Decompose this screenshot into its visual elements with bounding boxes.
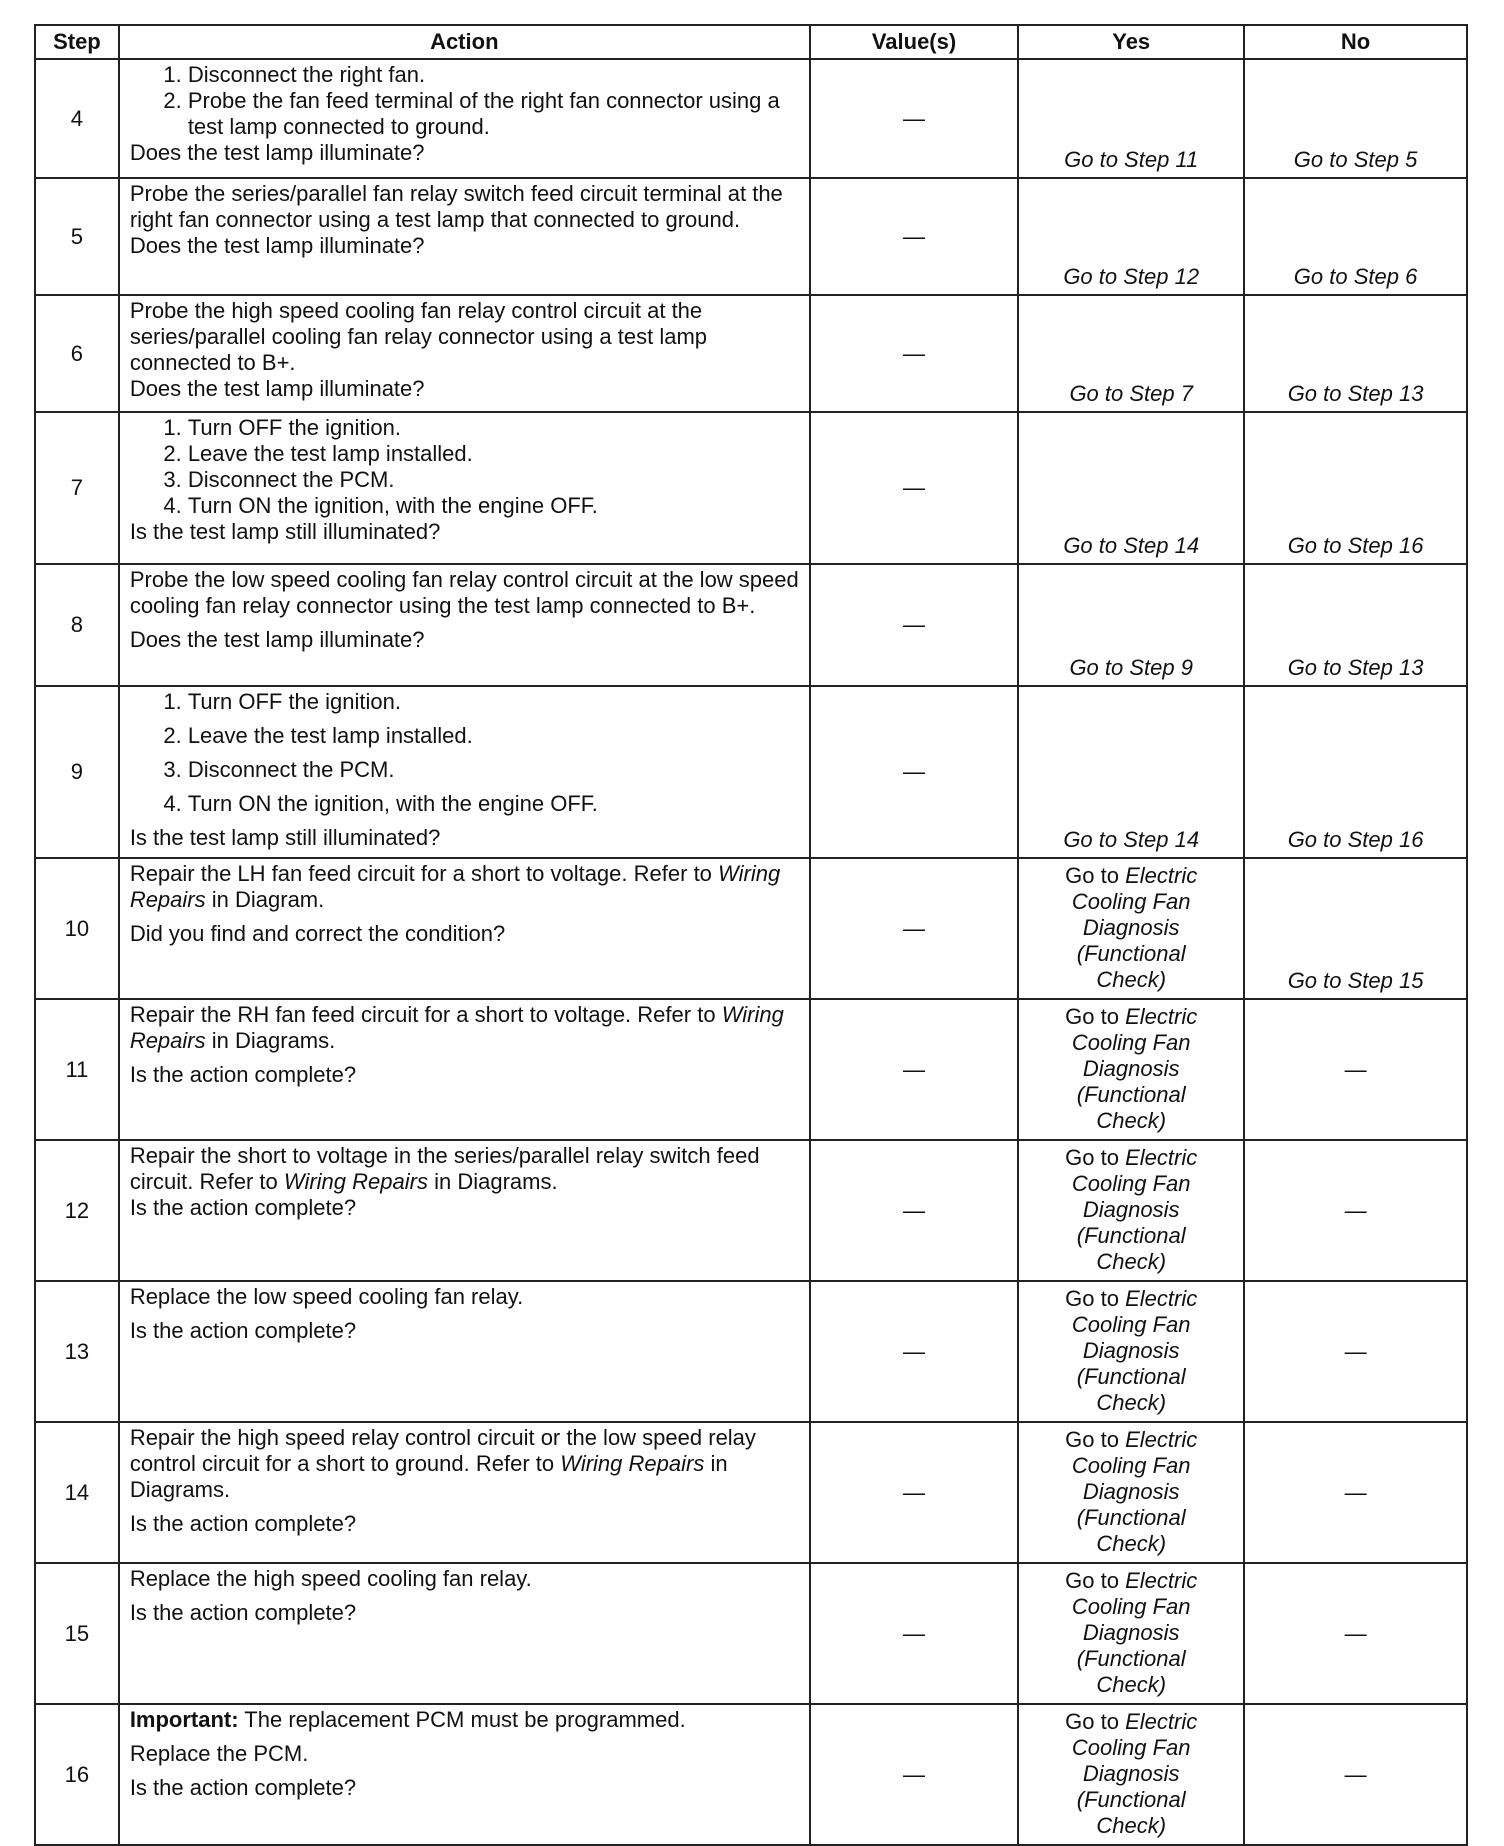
action-cell [119,59,810,178]
no-cell: Go to Step 13 [1244,295,1467,412]
header-yes: Yes [1018,25,1244,59]
efd-link: Diagnosis [1082,1196,1180,1222]
action-text: Probe the low speed cooling fan relay control circuit at the low speed cooling fan relay connector using the test lamp connected to B+. [129,567,799,618]
list-item: 2. Probe the fan feed terminal of the right fan connector using a test lamp connected to ground. [188,88,799,140]
header-no: No [1244,25,1467,59]
question-text: Does the test lamp illuminate? [129,140,425,165]
action-lead: Repair the short to voltage in the series/parallel relay switch feed circuit. Refer to [129,1143,760,1194]
table-row [35,858,1467,999]
action-text: Probe the series/parallel fan relay switch feed circuit terminal at the right fan connector using a test lamp that connected to ground. [129,181,783,232]
list-item: 2. Leave the test lamp installed. [188,723,799,749]
no-cell: — [1244,1563,1467,1704]
efd-link: Electric [1125,1426,1198,1452]
go-to-label: Go to [1065,1567,1119,1593]
efd-link: Check) [1096,1248,1167,1274]
no-cell: — [1244,1704,1467,1845]
action-cell [119,295,810,412]
important-text: The replacement PCM must be programmed. [244,1707,686,1732]
diagnostic-table [34,24,1468,1846]
header-values: Value(s) [810,25,1019,59]
header-step: Step [35,25,119,59]
ref-in: in [211,1028,229,1053]
value-cell: — [810,178,1019,295]
efd-link: Diagnosis [1082,1478,1180,1504]
value-cell: — [810,295,1019,412]
question-text: Is the action complete? [129,1511,357,1536]
efd-link: (Functional [1076,940,1186,966]
value-cell: — [810,1704,1019,1845]
efd-link: Check) [1096,1389,1167,1415]
efd-link: Cooling Fan [1071,1734,1191,1760]
action-cell [119,858,810,999]
efd-link: Electric [1125,1708,1198,1734]
efd-link: Electric [1125,1285,1198,1311]
step-number: 13 [35,1281,119,1422]
question-text: Is the action complete? [129,1318,357,1343]
table-row [35,1704,1467,1845]
list-item: 1. Turn OFF the ignition. [188,689,799,715]
table-row [35,1563,1467,1704]
question-text: Is the test lamp still illuminated? [129,519,441,544]
action-list [130,415,799,519]
yes-cell [1018,1563,1244,1704]
no-cell: — [1244,1281,1467,1422]
efd-link: Diagnosis [1082,1760,1180,1786]
diagnostic-table-page [34,24,1468,1846]
important-note [130,1707,799,1733]
ref-target: Diagram. [235,887,325,912]
value-cell: — [810,564,1019,686]
yes-cell [1018,858,1244,999]
list-item: 1. Disconnect the right fan. [188,62,799,88]
efd-link: Check) [1096,1530,1167,1556]
table-row [35,412,1467,564]
efd-link: Diagnosis [1082,1619,1180,1645]
value-cell: — [810,59,1019,178]
table-row [35,59,1467,178]
question-text: Is the action complete? [129,1062,357,1087]
table-row [35,295,1467,412]
value-cell: — [810,686,1019,858]
action-lead: Repair the LH fan feed circuit for a short to voltage. Refer [129,861,688,886]
yes-cell [1018,1140,1244,1281]
efd-link: Cooling Fan [1071,1029,1191,1055]
no-cell: Go to Step 5 [1244,59,1467,178]
efd-link: Check) [1096,1107,1167,1133]
action-cell [119,412,810,564]
step-number: 12 [35,1140,119,1281]
go-to-label: Go to [1065,1708,1119,1734]
no-cell: Go to Step 13 [1244,564,1467,686]
table-row [35,1140,1467,1281]
efd-link: (Functional [1076,1081,1186,1107]
step-number: 8 [35,564,119,686]
action-text: Replace the PCM. [129,1741,309,1766]
value-cell: — [810,412,1019,564]
value-cell: — [810,1563,1019,1704]
step-number: 16 [35,1704,119,1845]
efd-link: Cooling Fan [1071,1452,1191,1478]
list-item: 4. Turn ON the ignition, with the engine OFF. [188,493,799,519]
action-lead: Repair the high speed relay control circuit or the low speed relay control circuit for a short to ground. Refer to [129,1425,756,1476]
yes-cell: Go to Step 14 [1018,686,1244,858]
yes-cell [1018,999,1244,1140]
go-to-label: Go to [1065,862,1119,888]
question-text: Is the action complete? [129,1600,357,1625]
efd-link: Cooling Fan [1071,1593,1191,1619]
action-cell [119,1422,810,1563]
efd-link: Electric [1125,1567,1198,1593]
wiring-repairs-ref: Wiring Repairs [129,861,781,912]
list-item: 3. Disconnect the PCM. [188,757,799,783]
efd-link: (Functional [1076,1504,1186,1530]
yes-cell [1018,1281,1244,1422]
ref-target: Diagrams. [129,1477,231,1502]
ref-target: Diagrams. [235,1028,336,1053]
step-number: 10 [35,858,119,999]
table-row [35,1281,1467,1422]
list-item: 1. Turn OFF the ignition. [188,415,799,441]
question-text: Is the test lamp still illuminated? [129,825,441,850]
yes-cell [1018,1704,1244,1845]
action-text [130,861,799,913]
efd-link: Cooling Fan [1071,1170,1191,1196]
action-list [130,689,799,817]
action-text: Replace the low speed cooling fan relay. [129,1284,524,1309]
step-number: 14 [35,1422,119,1563]
efd-link: Check) [1096,1812,1167,1838]
ref-target: Diagrams. [457,1169,558,1194]
efd-link: (Functional [1076,1363,1186,1389]
action-text [130,1425,799,1503]
efd-link: (Functional [1076,1222,1186,1248]
action-cell [119,564,810,686]
value-cell: — [810,858,1019,999]
step-number: 6 [35,295,119,412]
action-list [130,62,799,140]
ref-in: in [211,887,229,912]
no-cell: Go to Step 16 [1244,412,1467,564]
question-text: Is the action complete? [129,1195,357,1220]
question-text: Does the test lamp illuminate? [129,376,425,401]
go-to-label: Go to [1065,1144,1119,1170]
action-cell [119,686,810,858]
action-text: Probe the high speed cooling fan relay control circuit at the series/parallel cooling fan relay connector using a test lamp connected to B+. [129,298,708,375]
wiring-repairs-ref: Wiring Repairs [129,1002,784,1053]
table-row [35,999,1467,1140]
yes-cell: Go to Step 14 [1018,412,1244,564]
wiring-repairs-ref: Wiring Repairs [283,1169,428,1194]
step-number: 5 [35,178,119,295]
efd-link: Diagnosis [1082,1055,1180,1081]
step-number: 9 [35,686,119,858]
header-row [35,25,1467,59]
action-cell [119,1281,810,1422]
yes-cell: Go to Step 7 [1018,295,1244,412]
efd-link: Diagnosis [1082,1337,1180,1363]
efd-link: Electric [1125,1144,1198,1170]
efd-link: (Functional [1076,1786,1186,1812]
step-number: 11 [35,999,119,1140]
important-label: Important: [129,1707,239,1732]
wiring-repairs-ref: Wiring Repairs [560,1451,705,1476]
table-row [35,564,1467,686]
value-cell: — [810,1281,1019,1422]
no-cell: — [1244,999,1467,1140]
no-cell: Go to Step 16 [1244,686,1467,858]
value-cell: — [810,999,1019,1140]
action-cell [119,1563,810,1704]
efd-link: (Functional [1076,1645,1186,1671]
ref-in: in [710,1451,728,1476]
ref-in: in [434,1169,452,1194]
refer-to: to [693,861,712,886]
yes-cell: Go to Step 11 [1018,59,1244,178]
action-text [130,1143,799,1195]
step-number: 4 [35,59,119,178]
action-lead: Repair the RH fan feed circuit for a short to voltage. Refer [129,1002,692,1027]
question-text: Does the test lamp illuminate? [129,627,425,652]
table-row [35,686,1467,858]
efd-link: Electric [1125,1003,1198,1029]
yes-cell [1018,1422,1244,1563]
go-to-label: Go to [1065,1003,1119,1029]
efd-link: Check) [1096,1671,1167,1697]
no-cell: — [1244,1140,1467,1281]
table-row [35,1422,1467,1563]
question-text: Did you find and correct the condition? [129,921,506,946]
no-cell: Go to Step 15 [1244,858,1467,999]
action-text: Replace the high speed cooling fan relay. [129,1566,532,1591]
table-row [35,178,1467,295]
yes-cell: Go to Step 12 [1018,178,1244,295]
action-cell [119,1140,810,1281]
header-action: Action [119,25,810,59]
no-cell: Go to Step 6 [1244,178,1467,295]
action-cell [119,999,810,1140]
efd-link: Check) [1096,966,1167,992]
go-to-label: Go to [1065,1426,1119,1452]
action-text [130,1002,799,1054]
efd-link: Cooling Fan [1071,888,1191,914]
question-text: Is the action complete? [129,1775,357,1800]
refer-to: to [697,1002,716,1027]
no-cell: — [1244,1422,1467,1563]
yes-cell: Go to Step 9 [1018,564,1244,686]
go-to-label: Go to [1065,1285,1119,1311]
step-number: 7 [35,412,119,564]
list-item: 2. Leave the test lamp installed. [188,441,799,467]
efd-link: Cooling Fan [1071,1311,1191,1337]
action-cell [119,178,810,295]
question-text: Does the test lamp illuminate? [129,233,425,258]
value-cell: — [810,1422,1019,1563]
list-item: 4. Turn ON the ignition, with the engine OFF. [188,791,799,817]
list-item: 3. Disconnect the PCM. [188,467,799,493]
efd-link: Electric [1125,862,1198,888]
action-cell [119,1704,810,1845]
step-number: 15 [35,1563,119,1704]
value-cell: — [810,1140,1019,1281]
efd-link: Diagnosis [1082,914,1180,940]
